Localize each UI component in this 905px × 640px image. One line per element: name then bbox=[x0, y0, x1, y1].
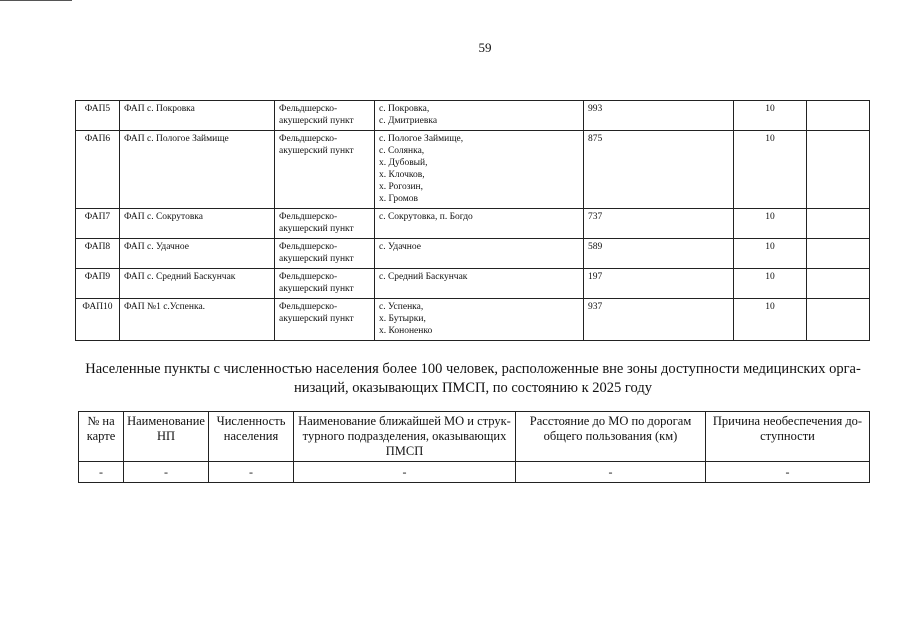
header-population: Численность населения bbox=[209, 412, 294, 462]
cell-facility-name: ФАП №1 с.Успенка. bbox=[120, 299, 275, 341]
cell-facility-type: Фельдшерско- акушерский пункт bbox=[275, 269, 375, 299]
cell-settlements: с. Успенка, х. Бутырки, х. Кононенко bbox=[375, 299, 584, 341]
facility-row bbox=[76, 239, 870, 269]
header-settlement-name: Наименование НП bbox=[124, 412, 209, 462]
cell-distance: - bbox=[516, 462, 706, 483]
cell-population: 197 bbox=[584, 269, 734, 299]
cell-extra bbox=[807, 101, 870, 131]
cell-value: 10 bbox=[734, 101, 807, 131]
facility-row bbox=[76, 209, 870, 239]
cell-code: ФАП6 bbox=[76, 131, 120, 209]
cell-facility-name: ФАП с. Пологое Займище bbox=[120, 131, 275, 209]
remote-settlements-table bbox=[78, 411, 870, 483]
page-number: 59 bbox=[478, 40, 492, 55]
header-reason: Причина необеспечения до-ступности bbox=[706, 412, 870, 462]
cell-nearest-mo: - bbox=[294, 462, 516, 483]
cell-facility-type: Фельдшерско- акушерский пункт bbox=[275, 239, 375, 269]
facilities-table-body bbox=[76, 101, 870, 341]
table2-header-row bbox=[79, 412, 870, 462]
cell-code: ФАП5 bbox=[76, 101, 120, 131]
cell-population: 875 bbox=[584, 131, 734, 209]
cell-extra bbox=[807, 269, 870, 299]
cell-facility-type: Фельдшерско- акушерский пункт bbox=[275, 101, 375, 131]
cell-value: 10 bbox=[734, 209, 807, 239]
cell-facility-type: Фельдшерско- акушерский пункт bbox=[275, 299, 375, 341]
cell-facility-type: Фельдшерско- акушерский пункт bbox=[275, 209, 375, 239]
cell-settlements: с. Сокрутовка, п. Богдо bbox=[375, 209, 584, 239]
cell-value: 10 bbox=[734, 299, 807, 341]
cell-facility-type: Фельдшерско- акушерский пункт bbox=[275, 131, 375, 209]
top-rule bbox=[0, 0, 72, 1]
cell-population: 937 bbox=[584, 299, 734, 341]
table2-row bbox=[79, 462, 870, 483]
facility-row bbox=[76, 131, 870, 209]
cell-population: 737 bbox=[584, 209, 734, 239]
cell-settlement-name: - bbox=[124, 462, 209, 483]
cell-population: - bbox=[209, 462, 294, 483]
header-nearest-mo: Наименование ближайшей МО и струк-турного подразделения, оказывающих ПМСП bbox=[294, 412, 516, 462]
facility-row bbox=[76, 299, 870, 341]
cell-facility-name: ФАП с. Средний Баскунчак bbox=[120, 269, 275, 299]
cell-value: 10 bbox=[734, 131, 807, 209]
header-distance: Расстояние до МО по дорогам общего пользования (км) bbox=[516, 412, 706, 462]
cell-code: ФАП8 bbox=[76, 239, 120, 269]
cell-extra bbox=[807, 131, 870, 209]
facility-row bbox=[76, 101, 870, 131]
cell-extra bbox=[807, 209, 870, 239]
cell-reason: - bbox=[706, 462, 870, 483]
header-map-number: № на карте bbox=[79, 412, 124, 462]
cell-settlements: с. Покровка, с. Дмитриевка bbox=[375, 101, 584, 131]
cell-extra bbox=[807, 299, 870, 341]
cell-code: ФАП10 bbox=[76, 299, 120, 341]
cell-map-number: - bbox=[79, 462, 124, 483]
section-heading bbox=[78, 360, 868, 398]
cell-facility-name: ФАП с. Удачное bbox=[120, 239, 275, 269]
cell-settlements: с. Удачное bbox=[375, 239, 584, 269]
facilities-table bbox=[75, 100, 870, 341]
cell-facility-name: ФАП с. Покровка bbox=[120, 101, 275, 131]
section-heading-line2: низаций, оказывающих ПМСП, по состоянию к 2025 году bbox=[294, 380, 652, 396]
cell-facility-name: ФАП с. Сокрутовка bbox=[120, 209, 275, 239]
cell-settlements: с. Пологое Займище, с. Солянка, х. Дубовый, х. Клочков, х. Рогозин, х. Громов bbox=[375, 131, 584, 209]
cell-code: ФАП9 bbox=[76, 269, 120, 299]
cell-population: 993 bbox=[584, 101, 734, 131]
cell-population: 589 bbox=[584, 239, 734, 269]
cell-value: 10 bbox=[734, 239, 807, 269]
cell-settlements: с. Средний Баскунчак bbox=[375, 269, 584, 299]
section-heading-line1: Населенные пункты с численностью населения более 100 человек, расположенные вне зоны доступности медицинских орга- bbox=[85, 361, 861, 377]
facility-row bbox=[76, 269, 870, 299]
cell-extra bbox=[807, 239, 870, 269]
cell-value: 10 bbox=[734, 269, 807, 299]
cell-code: ФАП7 bbox=[76, 209, 120, 239]
